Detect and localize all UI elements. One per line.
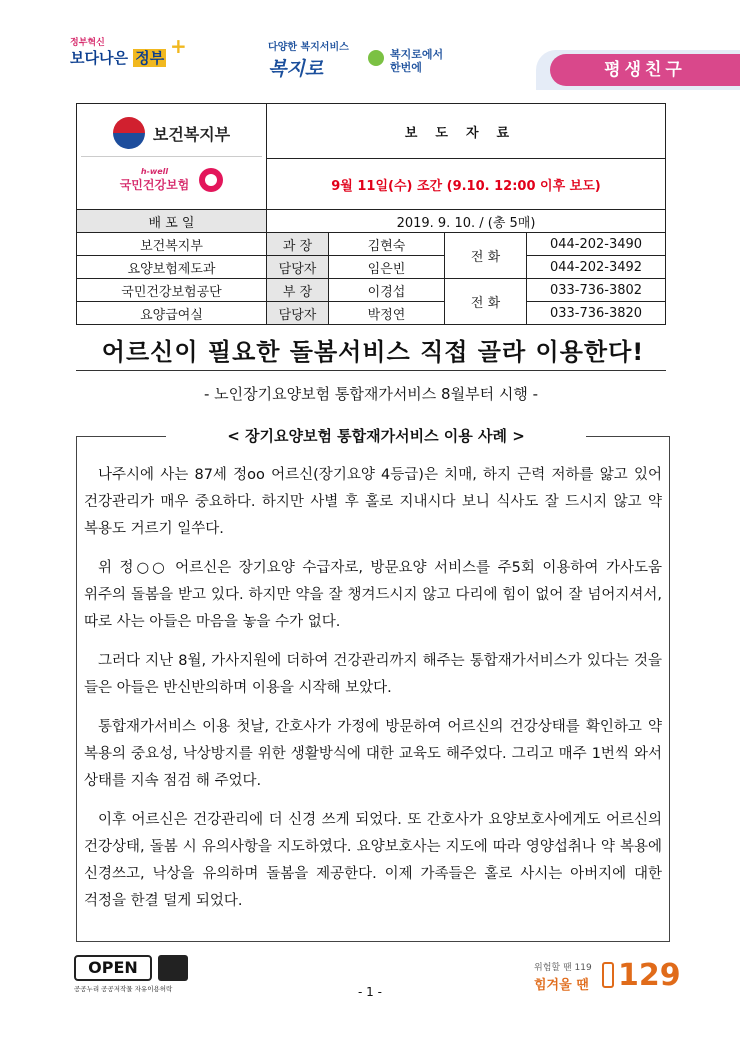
paragraph: 위 정○○ 어르신은 장기요양 수급자로, 방문요양 서비스를 주5회 이용하여 가사도움 위주의 돌봄을 받고 있다. 하지만 약을 잘 챙겨드시지 않고 다리에 힘이 없어 잘 넘어지셔서, 따로 사는 아들은 마음을 놓을 수가 없다. (84, 560, 662, 630)
nhis-subtitle: h-well (140, 166, 169, 176)
subheadline: - 노인장기요양보험 통합재가서비스 8월부터 시행 - (203, 385, 538, 403)
contact-name: 김현숙 (329, 233, 445, 256)
phone-label: 전 화 (445, 279, 527, 325)
ministry-name: 보건복지부 (152, 124, 231, 144)
header-banner (0, 0, 740, 100)
hotline-number: 129 (618, 958, 681, 993)
bokjiro-logo (268, 38, 468, 78)
hotline-top-text: 위험할 땐 119 (534, 963, 592, 973)
page-number: - 1 - (358, 985, 382, 999)
bokjiro-mark-icon (368, 50, 384, 66)
embargo-notice: 9월 11일(수) 조간 (9.10. 12:00 이후 보도) (267, 159, 666, 210)
contact-role: 과 장 (267, 233, 329, 256)
logo2-right-line1: 복지로에서 (390, 48, 444, 61)
press-info-table (76, 103, 666, 325)
contact-phone: 033-736-3820 (527, 302, 666, 325)
logo2-small-text: 다양한 복지서비스 (268, 42, 349, 53)
paragraph: 이후 어르신은 건강관리에 더 신경 쓰게 되었다. 또 간호사가 요양보호사에게도 어르신의 건강상태, 돌봄 시 유의사항을 지도하였다. 요양보호사는 지도에 따라 영양섭취나 약 복용에 신경쓰고, 낙상을 유의하며 돌봄을 제공한다. 이제 가족들은 홀로 사시는 아버지에 대한 걱정을 한결 덜게 되었다. (84, 812, 662, 909)
tab-label: 평생친구 (550, 54, 740, 86)
plus-icon: + (170, 34, 187, 58)
ministry-logos-cell (77, 104, 267, 210)
logo2-right-line2: 한번에 (390, 61, 422, 74)
contact-org: 요양급여실 (77, 302, 267, 325)
document-title: 보도자료 (267, 104, 666, 159)
taeguk-emblem-icon (113, 117, 145, 149)
logo1-big-text: 보다나은 (70, 49, 128, 67)
case-study-body (84, 462, 662, 927)
contact-name: 임은빈 (329, 256, 445, 279)
lifetime-friend-tab (536, 50, 740, 90)
open-license-badge (74, 955, 212, 995)
contact-org: 보건복지부 (77, 233, 267, 256)
source-attribution-icon (158, 955, 188, 981)
contact-phone: 044-202-3492 (527, 256, 666, 279)
hotline-name: 힘겨울 땐 (534, 978, 589, 993)
phone-icon (602, 962, 614, 988)
contact-org: 요양보험제도과 (77, 256, 267, 279)
contact-role: 담당자 (267, 302, 329, 325)
paragraph: 통합재가서비스 이용 첫날, 간호사가 가정에 방문하여 어르신의 건강상태를 확인하고 약 복용의 중요성, 낙상방지를 위한 생활방식에 대한 교육도 해주었다. 그리고 매주 1번씩 와서 상태를 지속 점검 해 주었다. (84, 719, 662, 789)
distribution-value: 2019. 9. 10. / (총 5매) (267, 210, 666, 233)
case-study-title: < 장기요양보험 통합재가서비스 이용 사례 > (166, 425, 586, 446)
contact-phone: 033-736-3802 (527, 279, 666, 302)
contact-org: 국민건강보험공단 (77, 279, 267, 302)
logo2-big-text: 복지로 (268, 58, 324, 80)
logo1-small-text: 정부혁신 (70, 38, 105, 48)
divider (76, 370, 666, 371)
phone-label: 전 화 (445, 233, 527, 279)
hotline-129-logo (526, 958, 686, 998)
nhis-name: 국민건강보험 (119, 177, 190, 192)
logo1-highlight-text: 정부 (135, 49, 165, 67)
contact-phone: 044-202-3490 (527, 233, 666, 256)
government-innovation-logo (70, 34, 187, 78)
open-caption: 공공누리 공공저작물 자유이용허락 (74, 985, 173, 993)
distribution-label: 배 포 일 (77, 210, 267, 233)
contact-role: 부 장 (267, 279, 329, 302)
paragraph: 나주시에 사는 87세 정oo 어르신(장기요양 4등급)은 치매, 하지 근력 저하를 앓고 있어 건강관리가 매우 중요하다. 하지만 사별 후 홀로 지내시다 보니 식사도 잘 드시지 않고 약 복용도 거르기 일쑤다. (84, 467, 662, 537)
nhis-mark-icon (199, 168, 223, 192)
contact-name: 박정연 (329, 302, 445, 325)
headline: 어르신이 필요한 돌봄서비스 직접 골라 이용한다! (101, 338, 645, 366)
open-label: OPEN (74, 955, 152, 981)
paragraph: 그러다 지난 8월, 가사지원에 더하여 건강관리까지 해주는 통합재가서비스가 있다는 것을 들은 아들은 반신반의하며 이용을 시작해 보았다. (84, 653, 662, 696)
contact-role: 담당자 (267, 256, 329, 279)
contact-name: 이경섭 (329, 279, 445, 302)
